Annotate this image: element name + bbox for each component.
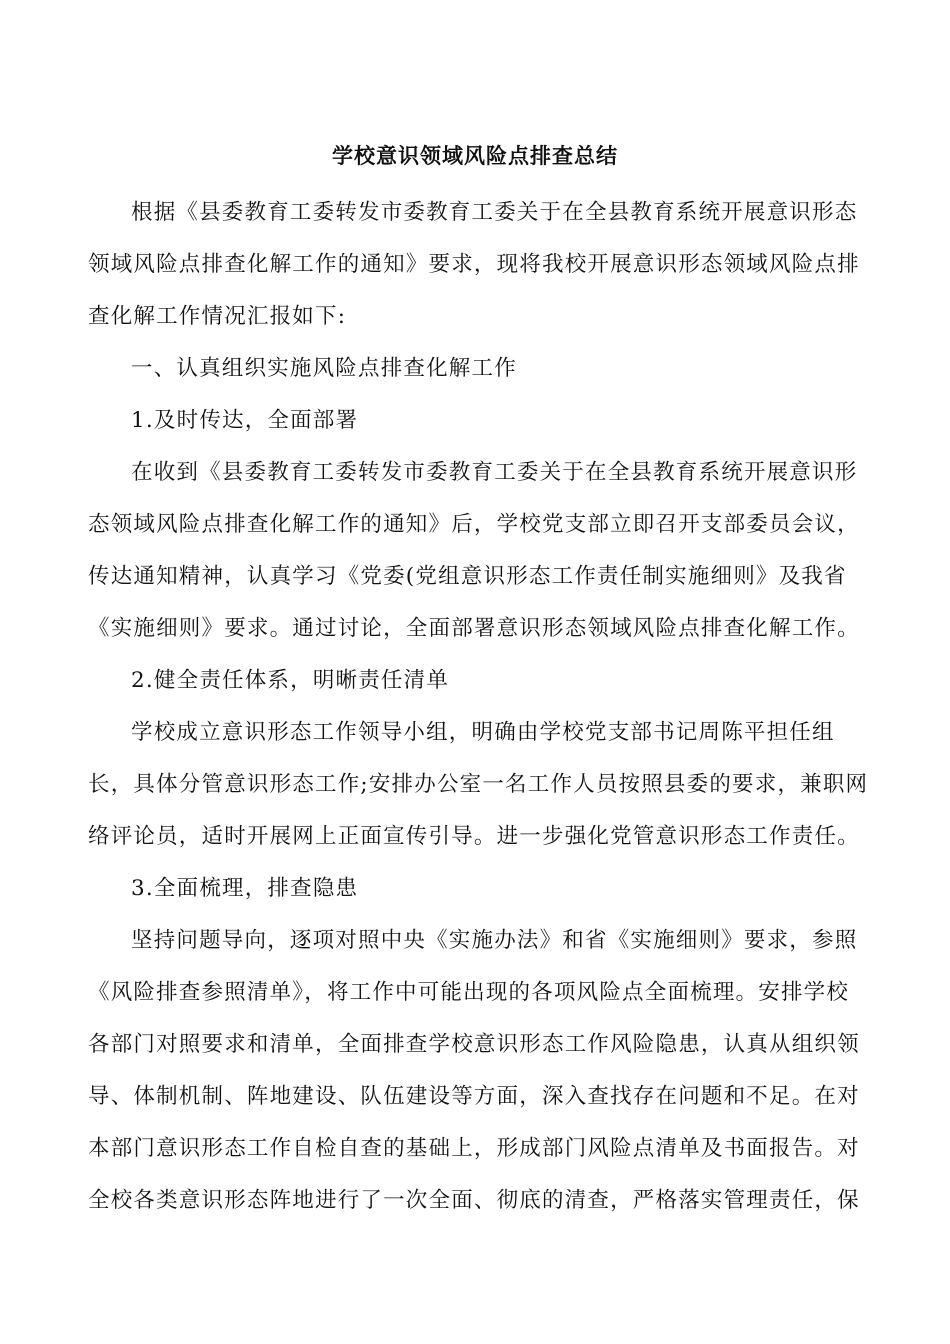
paragraph-line: 导、体制机制、阵地建设、队伍建设等方面，深入查找存在问题和不足。在对 bbox=[88, 1084, 860, 1109]
paragraph-line: 查化解工作情况汇报如下: bbox=[88, 304, 347, 329]
document-title: 学校意识领域风险点排查总结 bbox=[332, 144, 618, 168]
paragraph-line: 《风险排查参照清单》，将工作中可能出现的各项风险点全面梳理。安排学校 bbox=[88, 980, 850, 1005]
paragraph-line: 络评论员，适时开展网上正面宣传引导。进一步强化党管意识形态工作责任。 bbox=[88, 824, 860, 849]
paragraph-line: 传达通知精神，认真学习《党委(党组意识形态工作责任制实施细则》及我省 bbox=[88, 564, 847, 589]
paragraph-line: 《实施细则》要求。通过讨论，全面部署意识形态领域风险点排查化解工作。 bbox=[88, 616, 860, 641]
paragraph-line: 领域风险点排查化解工作的通知》要求，现将我校开展意识形态领域风险点排 bbox=[88, 252, 860, 277]
paragraph-line: 态领域风险点排查化解工作的通知》后，学校党支部立即召开支部委员会议， bbox=[88, 512, 860, 537]
subsection-heading: 2.健全责任体系，明晰责任清单 bbox=[131, 668, 450, 693]
section-heading: 一、认真组织实施风险点排查化解工作 bbox=[131, 356, 517, 381]
paragraph-line: 各部门对照要求和清单，全面排查学校意识形态工作风险隐患，认真从组织领 bbox=[88, 1032, 860, 1057]
paragraph-line: 全校各类意识形态阵地进行了一次全面、彻底的清查，严格落实管理责任，保 bbox=[88, 1188, 860, 1213]
paragraph-line: 本部门意识形态工作自检自查的基础上，形成部门风险点清单及书面报告。对 bbox=[88, 1136, 860, 1161]
paragraph-line: 根据《县委教育工委转发市委教育工委关于在全县教育系统开展意识形态 bbox=[131, 200, 858, 225]
paragraph-line: 在收到《县委教育工委转发市委教育工委关于在全县教育系统开展意识形 bbox=[131, 460, 858, 485]
paragraph-line: 学校成立意识形态工作领导小组，明确由学校党支部书记周陈平担任组 bbox=[131, 720, 835, 745]
subsection-heading: 3.全面梳理，排查隐患 bbox=[131, 876, 359, 901]
paragraph-line: 坚持问题导向，逐项对照中央《实施办法》和省《实施细则》要求，参照 bbox=[131, 928, 858, 953]
subsection-heading: 1.及时传达，全面部署 bbox=[131, 408, 359, 433]
paragraph-line: 长，具体分管意识形态工作;安排办公室一名工作人员按照县委的要求，兼职网 bbox=[88, 772, 869, 797]
